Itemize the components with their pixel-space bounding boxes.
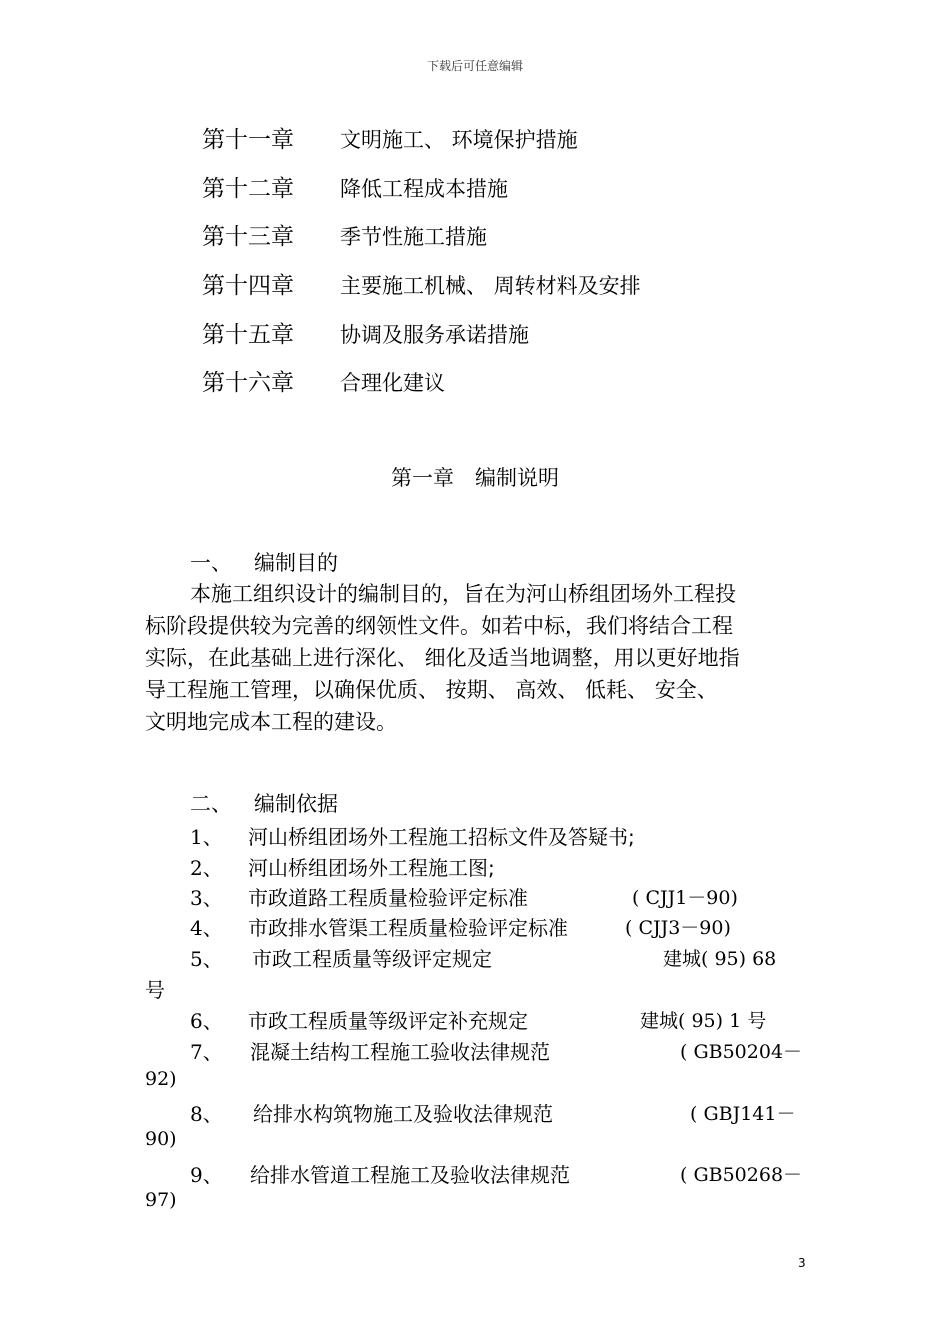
paragraph-line: 文明地完成本工程的建设。 <box>145 710 397 734</box>
toc-chapter: 第十四章 <box>202 273 294 299</box>
toc-chapter: 第十六章 <box>202 370 294 396</box>
list-item-wrap: 92) <box>145 1068 177 1090</box>
list-item: 市政排水管渠工程质量检验评定标准 <box>248 916 568 940</box>
standard-code: 建城( 95) 1 号 <box>640 1010 767 1032</box>
standard-code: ( CJJ1－90) <box>632 887 738 909</box>
standard-code: 建城( 95) 68 <box>663 948 777 970</box>
standard-code: ( GB50268－ <box>680 1164 803 1186</box>
list-item: 河山桥组团场外工程施工图; <box>248 856 495 880</box>
toc-title: 协调及服务承诺措施 <box>340 323 529 347</box>
list-item-wrap: 97) <box>145 1189 177 1211</box>
toc-chapter: 第十三章 <box>202 224 294 250</box>
list-item: 市政工程质量等级评定规定 <box>252 947 492 971</box>
section-number: 二、 <box>190 792 232 816</box>
toc-title: 季节性施工措施 <box>340 225 487 249</box>
page-number: 3 <box>798 1256 806 1270</box>
page-header: 下载后可任意编辑 <box>426 59 523 73</box>
list-number: 7、 <box>190 1040 223 1064</box>
section-heading <box>190 547 338 577</box>
list-number: 8、 <box>190 1102 223 1126</box>
paragraph-line: 导工程施工管理，以确保优质、 按期、 高效、 低耗、 安全、 <box>145 678 718 702</box>
list-item: 给排水构筑物施工及验收法律规范 <box>253 1102 553 1126</box>
section-title: 编制目的 <box>254 551 338 575</box>
list-item: 市政工程质量等级评定补充规定 <box>248 1009 528 1033</box>
toc-title: 主要施工机械、 周转材料及安排 <box>340 274 641 298</box>
paragraph-line: 本施工组织设计的编制目的，旨在为河山桥组团场外工程投 <box>190 582 736 606</box>
list-item-wrap: 号 <box>145 978 165 1002</box>
standard-code: ( GBJ141－ <box>690 1103 796 1125</box>
list-number: 9、 <box>190 1163 223 1187</box>
list-number: 1、 <box>190 825 223 849</box>
list-item: 河山桥组团场外工程施工招标文件及答疑书; <box>248 825 635 849</box>
list-item: 市政道路工程质量检验评定标准 <box>248 886 528 910</box>
toc-title: 降低工程成本措施 <box>340 177 508 201</box>
list-number: 6、 <box>190 1009 223 1033</box>
toc-chapter: 第十二章 <box>202 176 294 202</box>
toc-title: 文明施工、 环境保护措施 <box>340 128 578 152</box>
section-number: 一、 <box>190 551 232 575</box>
standard-code: ( CJJ3－90) <box>625 917 731 939</box>
section-heading <box>190 788 338 818</box>
chapter-title: 第一章 编制说明 <box>391 466 559 490</box>
toc-title: 合理化建议 <box>340 371 445 395</box>
list-item: 混凝土结构工程施工验收法律规范 <box>250 1040 550 1064</box>
list-item-wrap: 90) <box>145 1128 177 1150</box>
list-number: 2、 <box>190 856 223 880</box>
list-number: 4、 <box>190 916 223 940</box>
section-title: 编制依据 <box>254 792 338 816</box>
paragraph-line: 实际，在此基础上进行深化、 细化及适当地调整，用以更好地指 <box>145 646 740 670</box>
paragraph-line: 标阶段提供较为完善的纲领性文件。如若中标，我们将结合工程 <box>145 614 733 638</box>
standard-code: ( GB50204－ <box>680 1041 803 1063</box>
toc-chapter: 第十一章 <box>202 127 294 153</box>
list-number: 5、 <box>190 947 223 971</box>
list-number: 3、 <box>190 886 223 910</box>
list-item: 给排水管道工程施工及验收法律规范 <box>250 1163 570 1187</box>
toc-chapter: 第十五章 <box>202 322 294 348</box>
